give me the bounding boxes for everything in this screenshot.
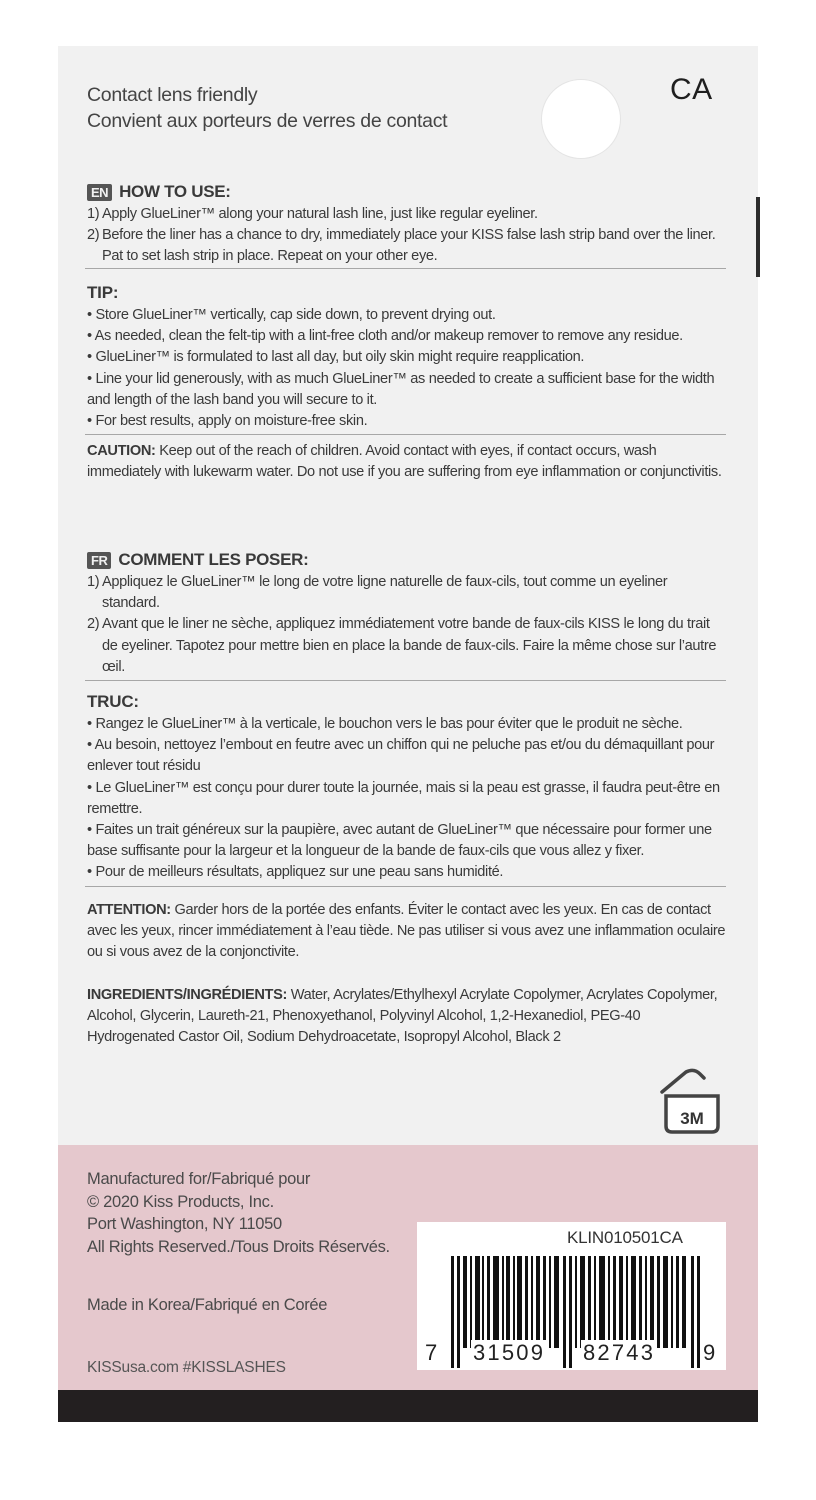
en-tip-item: • Store GlueLiner™ vertically, cap side down, to prevent drying out. [87, 307, 496, 323]
ingredients [87, 985, 727, 1049]
fr-caution-label: ATTENTION: [87, 902, 171, 918]
en-tip-item: • For best results, apply on moisture-free skin. [87, 413, 368, 430]
contact-lens-fr: Convient aux porteurs de verres de contact [87, 110, 448, 132]
en-caution-text: Keep out of the reach of children. Avoid contact with eyes, if contact occurs, wash immediately with lukewarm water. Do not use if you are suffering from eye inflammation or conjunctivitis. [87, 443, 722, 481]
address-line: Port Washington, NY 11050 [87, 1215, 282, 1233]
ingredients-text: Water, Acrylates/Ethylhexyl Acrylate Copolymer, Acrylates Copolymer, Alcohol, Glycerin, Laureth-21, Phenoxyethanol, Polyvinyl Alcohol, 1,2-Hexanediol, PEG-40 Hydrogenated Castor Oil, Sodium Dehydroacetate, Isopropyl Alcohol, Black 2 [87, 987, 718, 1046]
en-tip-item: • GlueLiner™ is formulated to last all day, but oily skin might require reapplication. [87, 349, 585, 366]
fr-heading [87, 548, 727, 572]
fr-tip-item: • Pour de meilleurs résultats, appliquez sur une peau sans humidité. [87, 864, 504, 881]
divider [85, 434, 726, 435]
rights-line: All Rights Reserved./Tous Droits Réservés. [87, 1237, 390, 1256]
manufacturer-line: Manufactured for/Fabriqué pour [87, 1170, 311, 1188]
barcode-digits-left: 31509 [473, 1340, 546, 1365]
fr-tip-item: • Au besoin, nettoyez l’embout en feutre avec un chiffon qui ne peluche pas et/ou du démaquillant pour enlever tout résidu [87, 737, 715, 775]
barcode-check-digit: 9 [703, 1340, 718, 1365]
en-tips [87, 281, 727, 432]
fr-tips [87, 690, 727, 884]
fr-instructions [87, 548, 727, 678]
fr-tip-item: • Faites un trait généreux sur la paupière, avec autant de GlueLiner™ que nécessaire pour former une base suffisante pour la largeur et la longueur de la bande de faux-cils que vous allez y fixer. [87, 822, 712, 860]
website-hashtag: KISSusa.com #KISSLASHES [87, 1359, 286, 1376]
fr-step-1: 1) Appliquez le GlueLiner™ le long de votre ligne naturelle de faux-cils, tout comme un eyeliner standard. [87, 574, 668, 612]
dark-bottom-band [58, 1390, 758, 1422]
en-step-2: 2) Before the liner has a chance to dry, immediately place your KISS false lash strip band over the liner. Pat to set lash strip in place. Repeat on your other eye. [87, 227, 716, 265]
fr-tip-item: • Le GlueLiner™ est conçu pour durer toute la journée, mais si la peau est grasse, il faudra peut-être en remettre. [87, 779, 720, 817]
pao-label: 3M [680, 1109, 704, 1128]
region-code: CA [670, 73, 713, 106]
en-heading [87, 180, 727, 204]
fr-tip-item: • Rangez le GlueLiner™ à la verticale, le bouchon vers le bas pour éviter que le produit ne sèche. [87, 716, 683, 732]
barcode-digit-lead: 7 [425, 1340, 440, 1365]
contact-lens-en: Contact lens friendly [87, 84, 258, 106]
en-caution [87, 441, 727, 483]
package-edge [756, 197, 760, 277]
divider [85, 268, 726, 269]
en-tip-item: • Line your lid generously, with as much GlueLiner™ as needed to create a sufficient base for the width and length of the lash band you will secure to it. [87, 370, 715, 408]
en-badge: EN [87, 184, 112, 201]
fr-badge: FR [87, 552, 111, 569]
divider [85, 886, 726, 887]
fr-caution-text: Garder hors de la portée des enfants. Éviter le contact avec les yeux. En cas de contact avec les yeux, rincer immédiatement à l’eau tiède. Ne pas utiliser si vous avez une inflammation oculaire ou si vous avez de la conjonctivite. [87, 902, 726, 961]
copyright-line: © 2020 Kiss Products, Inc. [87, 1192, 274, 1211]
fr-tip-title: TRUC: [87, 692, 139, 711]
en-title: HOW TO USE: [119, 182, 231, 202]
divider [85, 680, 726, 681]
made-in: Made in Korea/Fabriqué en Corée [87, 1296, 328, 1314]
ingredients-label: INGREDIENTS/INGRÉDIENTS: [87, 987, 287, 1003]
contact-lens-notice [87, 82, 447, 134]
fr-title: COMMENT LES POSER: [118, 550, 309, 570]
barcode-digits-right: 82743 [583, 1340, 656, 1365]
en-tip-title: TIP: [87, 283, 119, 302]
fr-caution [87, 900, 727, 964]
en-caution-label: CAUTION: [87, 443, 156, 459]
fr-step-2: 2) Avant que le liner ne sèche, appliquez immédiatement votre bande de faux-cils KISS le long du trait de eyeliner. Tapotez pour mettre bien en place la bande de faux-cils. Faire la même chose sur l’autre œil. [87, 616, 717, 675]
product-code: KLIN010501CA [567, 1228, 683, 1247]
manufacturer-info [87, 1168, 390, 1258]
en-tip-item: • As needed, clean the felt-tip with a lint-free cloth and/or makeup remover to remove any residue. [87, 328, 683, 345]
open-jar-icon [656, 1064, 728, 1136]
hang-hole [541, 79, 621, 159]
en-instructions [87, 180, 727, 268]
en-step-1: 1) Apply GlueLiner™ along your natural lash line, just like regular eyeliner. [87, 206, 538, 222]
barcode [417, 1222, 726, 1370]
